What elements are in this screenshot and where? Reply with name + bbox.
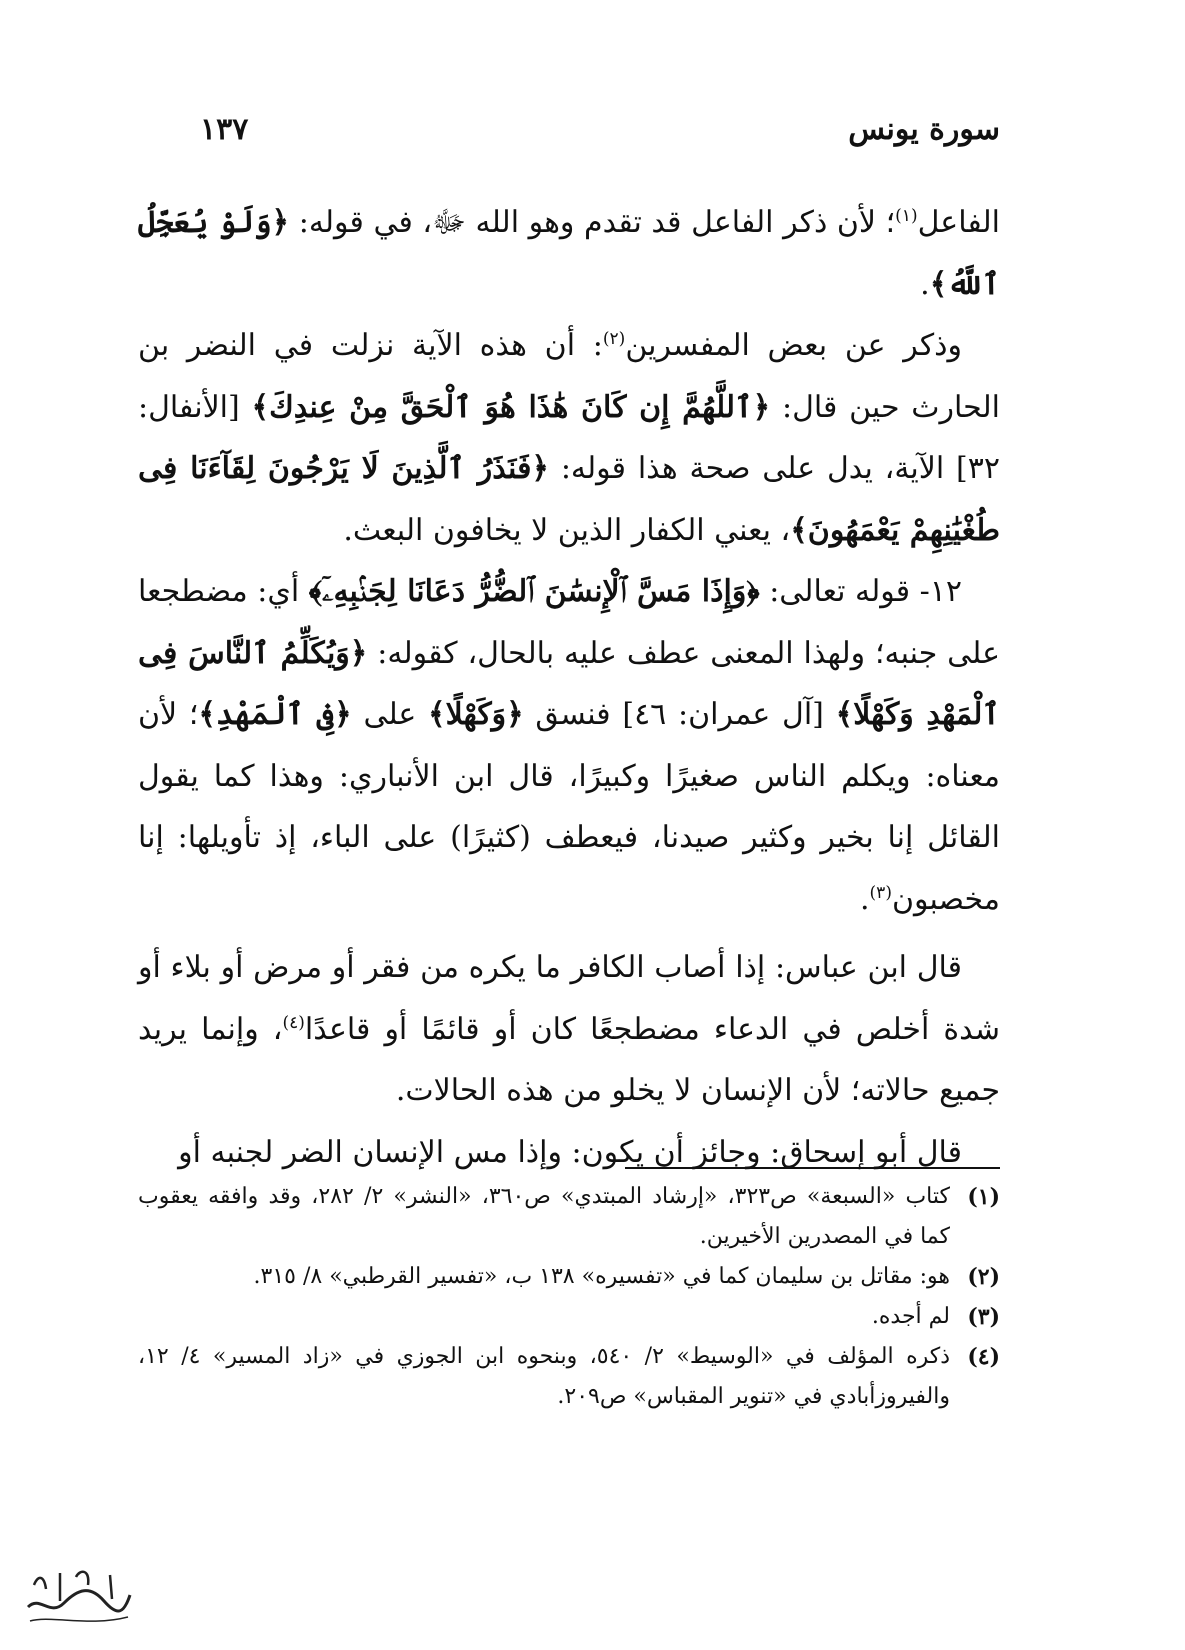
footnote-ref-2: (٢) (602, 329, 626, 349)
main-text (138, 192, 1000, 1183)
footnote-ref-3: (٣) (869, 882, 892, 903)
quran-quote: ﴿ٱللَّهُمَّ إِن كَانَ هَٰذَا هُوَ ٱلْحَقَّ مِنْ عِندِكَ﴾ (251, 389, 771, 425)
text-run: أي: مضطجعا على جنبه؛ ولهذا المعنى عطف عليه بالحال، كقوله: (138, 574, 1000, 671)
footnote-ref-1: (١) (895, 206, 918, 226)
text-run: . (859, 881, 870, 917)
footnote-number: (١) (967, 1184, 1000, 1210)
text-run: : أن هذه الآية نزلت في النضر بن الحارث حين قال: (138, 328, 1000, 425)
paragraph-1 (138, 192, 1000, 315)
quran-quote: ﴿وَإِذَا مَسَّ ٱلْإِنسَٰنَ ٱلضُّرُّ دَعَانَا لِجَنۢبِهِۦٓ﴾ (308, 574, 760, 609)
verse-number-intro: ١٢- قوله تعالى: (759, 574, 962, 609)
text-run: ؛ لأن معناه: ويكلم الناس صغيرًا وكبيرًا، قال ابن الأنباري: وهذا كما يقول القائل إنا بخير وكثير صيدنا، فيعطف (كثيرًا) على الباء، إذ تأويلها: إنا مخصبون (138, 697, 1000, 917)
text-run: وذكر عن بعض المفسرين (625, 328, 962, 363)
surah-title: سورة يونس (848, 112, 1000, 147)
footnote-4 (138, 1337, 1000, 1417)
footnote-text: كتاب «السبعة» ص٣٢٣، «إرشاد المبتدي» ص٣٦٠، «النشر» ٢/ ٢٨٢، وقد وافقه يعقوب كما في المصدرين الأخيرين. (138, 1184, 950, 1249)
page-number: ١٣٧ (200, 112, 249, 147)
footnote-text: لم أجده. (871, 1304, 950, 1329)
publisher-logo-icon (20, 1555, 135, 1633)
text-run: ؛ لأن ذكر الفاعل قد تقدم وهو الله ﷻ، في قوله: (289, 205, 896, 240)
footnote-ref-4: (٤) (282, 1012, 305, 1033)
quran-quote: ﴿وَكَهْلًا﴾ (428, 697, 524, 732)
footnote-separator (625, 1167, 1000, 1169)
footnote-text: ذكره المؤلف في «الوسيط» ٢/ ٥٤٠، وبنحوه ابن الجوزي في «زاد المسير» ٤/ ١٢، والفيروزأبادي في «تنوير المقباس» ص٢٠٩. (138, 1344, 951, 1409)
paragraph-5: قال أبو إسحاق: وجائز أن يكون: وإذا مس الإنسان الضر لجنبه أو (178, 1134, 962, 1170)
quran-quote: ﴿فَنَذَرُ ٱلَّذِينَ لَا يَرْجُونَ لِقَآءَنَا فِى طُغْيَٰنِهِمْ يَعْمَهُونَ﴾ (138, 451, 1000, 548)
text-run: [الأنفال: ٣٢] الآية، يدل على صحة هذا قوله: (138, 389, 1000, 486)
footnote-text: هو: مقاتل بن سليمان كما في «تفسيره» ١٣٨ ب، «تفسير القرطبي» ٨/ ٣١٥. (253, 1264, 950, 1289)
footnote-number: (٤) (967, 1344, 1000, 1370)
quran-quote: ﴿وَلَوْ يُعَجِّلُ ٱللَّهُ﴾ (138, 205, 1000, 302)
page-header (200, 112, 1000, 162)
text-run: قال ابن عباس: إذا أصاب الكافر ما يكره من فقر أو مرض أو بلاء أو شدة أخلص في الدعاء مضطجعًا كان أو قائمًا أو قاعدًا (138, 950, 1000, 1047)
text-run: . (920, 266, 930, 302)
footnote-number: (٢) (967, 1264, 1000, 1290)
paragraph-3 (138, 561, 1000, 930)
text-run: [آل عمران: ٤٦] فنسق (523, 697, 836, 732)
paragraph-2 (138, 315, 1000, 561)
text-run: الفاعل (917, 205, 1000, 240)
quran-quote: ﴿فِى ٱلْمَهْدِ﴾ (198, 697, 352, 732)
footnote-1 (138, 1177, 1000, 1257)
footnote-number: (٣) (967, 1304, 1000, 1330)
quran-quote: ﴿وَيُكَلِّمُ ٱلنَّاسَ فِى ٱلْمَهْدِ وَكَهْلًا﴾ (138, 635, 1001, 732)
footnote-2 (138, 1257, 1000, 1297)
text-run: ، وإنما يريد جميع حالاته؛ لأن الإنسان لا يخلو من هذه الحالات. (138, 1011, 1000, 1108)
text-run: ، يعني الكفار الذين لا يخافون البعث. (343, 512, 791, 548)
paragraph-4 (138, 937, 1000, 1122)
text-run: على (351, 697, 429, 732)
footnotes (138, 1177, 1000, 1417)
footnote-3 (138, 1297, 1000, 1337)
